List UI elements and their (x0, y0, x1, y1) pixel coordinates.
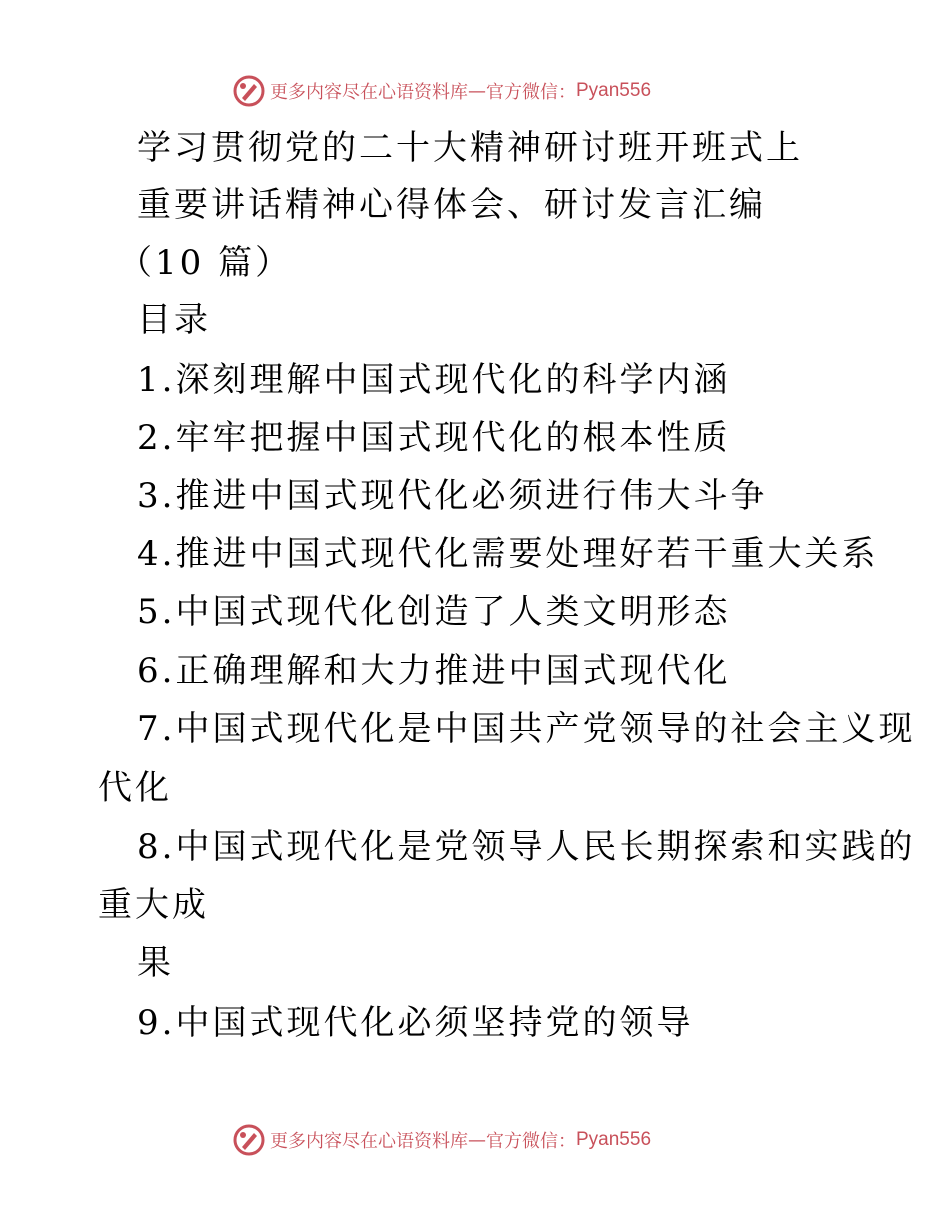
watermark-label: 官方微信： (486, 1131, 576, 1152)
toc-item: 7.中国式现代化是中国共产党领导的社会主义现 (137, 709, 916, 749)
watermark-label: 官方微信： (486, 82, 576, 103)
toc-item: 3.推进中国式现代化必须进行伟大斗争 (137, 476, 768, 516)
toc-item: 8.中国式现代化是党领导人民长期探索和实践的 (137, 827, 916, 867)
toc-item: 1.深刻理解中国式现代化的科学内涵 (137, 360, 731, 400)
title-count: （10 篇） (118, 243, 293, 283)
watermark-text: 更多内容尽在心语资料库 (270, 82, 468, 103)
toc-item: 2.牢牢把握中国式现代化的根本性质 (137, 418, 731, 458)
toc-item-continuation: 代化 (98, 768, 172, 808)
brand-logo-icon (232, 1123, 266, 1157)
watermark-id: Pyan556 (576, 1129, 652, 1150)
toc-item: 5.中国式现代化创造了人类文明形态 (137, 592, 731, 632)
toc-item-continuation: 重大成 (98, 885, 209, 925)
title-line-1: 学习贯彻党的二十大精神研讨班开班式上 (137, 128, 803, 168)
toc-item-continuation: 果 (137, 943, 174, 983)
watermark-dash: — (468, 1129, 486, 1151)
toc-item: 9.中国式现代化必须坚持党的领导 (137, 1003, 694, 1043)
watermark-id: Pyan556 (576, 80, 652, 101)
header-watermark (232, 74, 651, 108)
title-line-2: 重要讲话精神心得体会、研讨发言汇编 (137, 185, 766, 225)
watermark-dash: — (468, 80, 486, 102)
toc-item: 4.推进中国式现代化需要处理好若干重大关系 (137, 534, 879, 574)
footer-watermark (232, 1123, 651, 1157)
brand-logo-icon (232, 74, 266, 108)
toc-heading: 目录 (137, 300, 211, 340)
toc-item: 6.正确理解和大力推进中国式现代化 (137, 651, 731, 691)
watermark-text: 更多内容尽在心语资料库 (270, 1131, 468, 1152)
